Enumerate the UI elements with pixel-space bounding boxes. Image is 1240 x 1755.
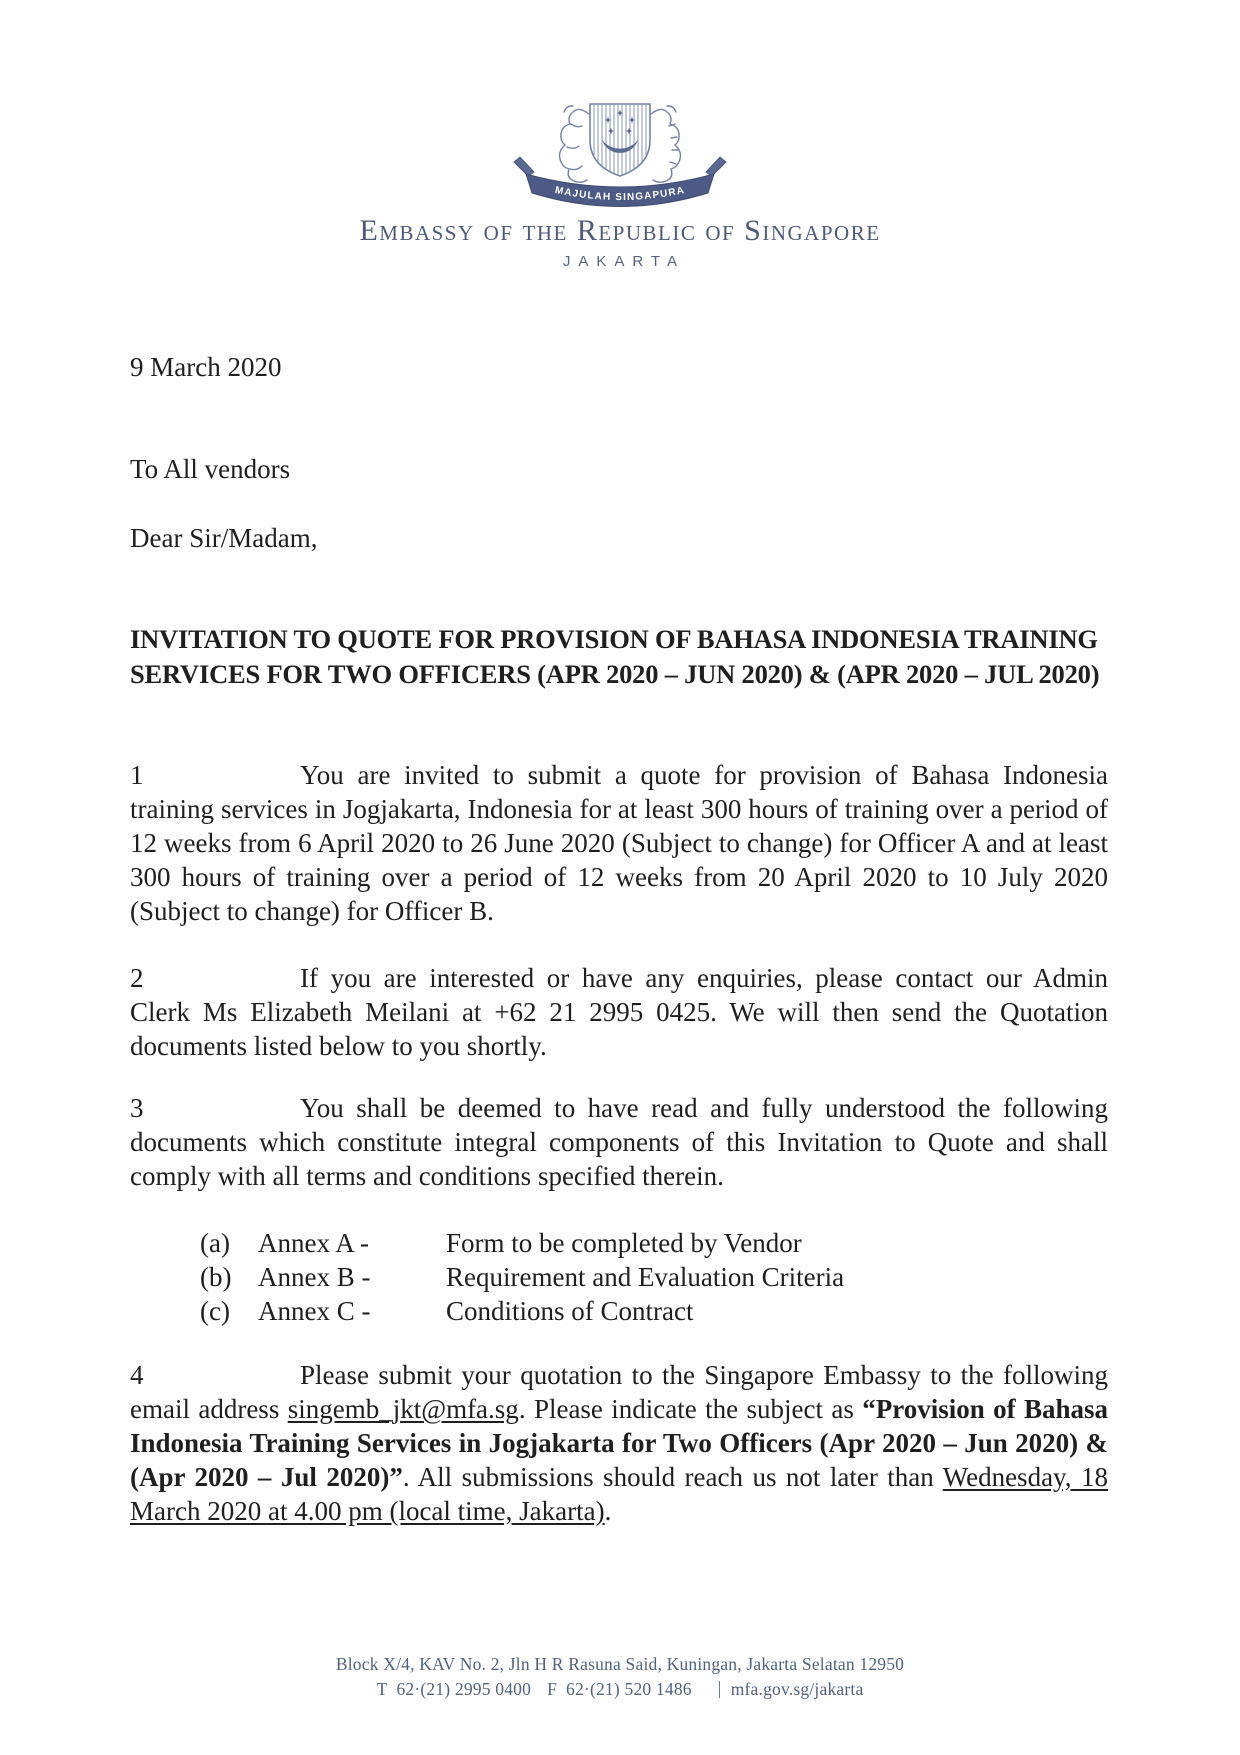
letter-salutation: Dear Sir/Madam, — [130, 523, 318, 553]
org-location: JAKARTA — [562, 253, 686, 270]
footer-contacts — [0, 1677, 1240, 1702]
fax-number: 62·(21) 520 1486 — [566, 1679, 692, 1699]
annex-marker: (c) — [200, 1296, 230, 1326]
org-name: Embassy of the Republic of Singapore — [359, 214, 881, 247]
annex-marker: (a) — [200, 1228, 230, 1258]
footer-divider — [719, 1681, 720, 1698]
annex-desc: Requirement and Evaluation Criteria — [446, 1262, 845, 1292]
paragraph-number: 4 — [130, 1360, 144, 1390]
annex-row — [200, 1294, 1108, 1328]
submission-deadline: Wednesday, 18 March 2020 at 4.00 pm (local time, Jakarta) — [130, 1462, 1109, 1526]
quotation-subject: “Provision of Bahasa Indonesia Training Services in Jogjakarta for Two Officers (Apr 2020 – Jun 2020) & (Apr 2020 – Jul 2020)” — [130, 1394, 1108, 1492]
paragraph-3 — [130, 1091, 1108, 1193]
annex-label: Annex C - — [258, 1296, 371, 1326]
paragraph-number: 2 — [130, 963, 144, 993]
annex-marker: (b) — [200, 1262, 232, 1292]
annex-label: Annex B - — [258, 1262, 371, 1292]
paragraph-number: 3 — [130, 1093, 144, 1123]
phone-label: T — [376, 1679, 388, 1699]
letter-date: 9 March 2020 — [130, 352, 282, 382]
paragraph-text: If you are interested or have any enquiries, please contact our Admin Clerk Ms Elizabeth Meilani at +62 21 2995 0425. We will then send the Quotation documents listed below to you shortly. — [130, 963, 1108, 1061]
annex-list — [130, 1226, 1108, 1328]
paragraph-1 — [130, 758, 1108, 928]
annex-desc: Conditions of Contract — [446, 1296, 694, 1326]
website-url: mfa.gov.sg/jakarta — [730, 1679, 864, 1699]
fax-label: F — [547, 1679, 558, 1699]
phone-number: 62·(21) 2995 0400 — [396, 1679, 532, 1699]
footer-address: Block X/4, KAV No. 2, Jln H R Rasuna Said, Kuningan, Jakarta Selatan 12950 — [335, 1654, 905, 1674]
paragraph-text: . All submissions should reach us not later than — [402, 1462, 943, 1492]
paragraph-2 — [130, 961, 1108, 1063]
paragraph-text: You shall be deemed to have read and fully understood the following documents which constitute integral components of this Invitation to Quote and shall comply with all terms and conditions specified therein. — [130, 1093, 1108, 1191]
paragraph-4 — [130, 1358, 1108, 1528]
singapore-coat-of-arms-icon — [498, 92, 742, 210]
paragraph-text: Please submit your quotation to the Singapore Embassy to the following email address — [130, 1360, 1108, 1424]
crest-motto: MAJULAH SINGAPURA — [553, 184, 687, 204]
paragraph-text: . — [604, 1496, 612, 1526]
annex-desc: Form to be completed by Vendor — [446, 1228, 802, 1258]
letter-subject-title: INVITATION TO QUOTE FOR PROVISION OF BAHASA INDONESIA TRAINING SERVICES FOR TWO OFFICERS (APR 2020 – JUN 2020) & (APR 2020 – JUL 2020) — [130, 624, 1100, 689]
annex-row — [200, 1260, 1108, 1294]
letter-recipient: To All vendors — [130, 454, 291, 484]
annex-label: Annex A - — [258, 1228, 369, 1258]
paragraph-text: . Please indicate the subject as — [518, 1394, 863, 1424]
email-address: singemb_jkt@mfa.sg — [287, 1394, 519, 1424]
footer — [0, 1652, 1240, 1702]
annex-row — [200, 1226, 1108, 1260]
paragraph-number: 1 — [130, 760, 144, 790]
paragraph-text: You are invited to submit a quote for provision of Bahasa Indonesia training services in Jogjakarta, Indonesia for at least 300 hours of training over a period of 12 weeks from 6 April 2020 to 26 June 2020 (Subject to change) for Officer A and at least 300 hours of training over a period of 12 weeks from 20 April 2020 to 10 July 2020 (Subject to change) for Officer B. — [130, 760, 1108, 926]
